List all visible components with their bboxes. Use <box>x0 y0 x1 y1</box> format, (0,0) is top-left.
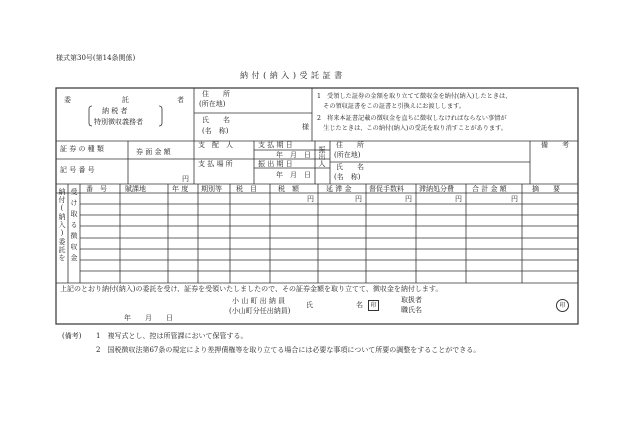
yen-unit-disposition: 円 <box>455 195 462 203</box>
pay-date-label: 支 払 期 日 <box>258 141 293 149</box>
handler-line-2: 職氏名 <box>401 306 422 314</box>
address-label: 住 所 <box>202 90 230 98</box>
trustor-label-mid: 託 <box>122 96 129 104</box>
col-header-period: 期別等 <box>201 185 222 193</box>
yen-unit-tax: 円 <box>307 195 314 203</box>
remarks-label: 備 考 <box>541 141 569 149</box>
sama-honorific: 様 <box>302 123 309 131</box>
drawer-name-label: 氏 名 <box>336 163 364 171</box>
notice-line-2: その領収証書をこの証書と引換えにお渡しします。 <box>317 103 466 110</box>
col-header-total: 合 計 金 額 <box>472 185 507 193</box>
handler-line-1: 取扱者 <box>401 296 422 304</box>
notice-line-4: 生じたときは、この納付(納入)の受託を取り消すことがあります。 <box>317 125 507 132</box>
footer-date: 年 月 日 <box>124 314 173 322</box>
col-header-tax-item: 税 目 <box>236 185 257 193</box>
seal-circle-icon: 印 <box>556 299 569 312</box>
address-sub-label: (所在地) <box>199 100 226 108</box>
yen-unit-dunning: 円 <box>405 195 412 203</box>
footer-statement: 上記のとおり納付(納入)の委託を受け、証券を受領いたしましたので、その証券金額を取り立てて、徴収金を納付します。 <box>60 285 443 293</box>
issue-date-ymd: 年 月 日 <box>276 171 311 179</box>
trustor-label-right: 者 <box>177 96 184 104</box>
col-header-dunning-fee: 督促手数料 <box>369 185 404 193</box>
yen-unit-total: 円 <box>511 195 518 203</box>
trustor-type-collector: 特別徴収義務者 <box>94 118 143 126</box>
office-line-1: 小 山 町 出 納 員 <box>232 297 286 305</box>
drawer-name-sub: (名 称) <box>334 173 361 181</box>
trustor-label-left: 委 <box>64 96 71 104</box>
notes-label: (備考) <box>62 332 82 340</box>
document-title: 納 付 ( 納 入 ) 受 託 証 書 <box>240 71 343 80</box>
table-side-right: 受け取る徴収金 <box>70 188 78 265</box>
signer-name-label-1: 氏 <box>306 301 313 309</box>
amount-yen-unit: 円 <box>182 175 189 183</box>
drawer-address-label: 住 所 <box>336 141 364 149</box>
drawer-address-sub: (所在地) <box>334 151 361 159</box>
col-header-delinquency: 延 滞 金 <box>326 185 352 193</box>
drawer-vertical-label: 振出人 <box>318 146 326 167</box>
name-sub-label: (名 称) <box>202 127 229 135</box>
payer-label: 支 配 人 <box>198 141 233 149</box>
table-side-left: 納付(納入)委託を <box>58 188 66 262</box>
notice-line-1: 1 受領した証券の金額を取り立てて徴収金を納付(納入)したときは、 <box>317 93 512 100</box>
form-number: 様式第30号(第14条関係) <box>56 54 136 62</box>
security-number-label: 記 号 番 号 <box>60 166 95 174</box>
seal-box-icon: 印 <box>368 300 379 311</box>
col-header-tax-amount: 税 額 <box>278 185 299 193</box>
col-header-disposition-cost: 滞納処分費 <box>419 185 454 193</box>
pay-place-label: 支 払 場 所 <box>198 160 233 168</box>
note-item-2: 2 国税徴収法第67条の規定により差押債権等を取り立てる場合には必要な事項について所要の調整をすることができる。 <box>96 346 481 354</box>
yen-unit-delinquency: 円 <box>355 195 362 203</box>
col-header-region: 賦課地 <box>125 185 146 193</box>
col-header-number: 番 号 <box>86 185 107 193</box>
security-kind-label: 証 券 の 種 類 <box>60 145 104 153</box>
trustor-type-taxpayer: 納 税 者 <box>102 107 128 115</box>
issue-date-label: 振 出 期 日 <box>258 160 293 168</box>
pay-date-ymd: 年 月 日 <box>276 151 311 159</box>
col-header-summary: 摘 要 <box>532 185 560 193</box>
notice-line-3: 2 将来本証書記載の徴収金を直ちに徴収しなければならない事情が <box>317 115 507 122</box>
note-item-1: 1 複写式とし、控は所管課において保管する。 <box>96 332 248 340</box>
security-amount-label: 券 面 金 額 <box>136 148 171 156</box>
name-label: 氏 名 <box>202 116 230 124</box>
office-line-2: (小山町分任出納員) <box>229 307 291 315</box>
signer-name-label-2: 名 <box>356 301 363 309</box>
col-header-year: 年 度 <box>172 185 189 193</box>
